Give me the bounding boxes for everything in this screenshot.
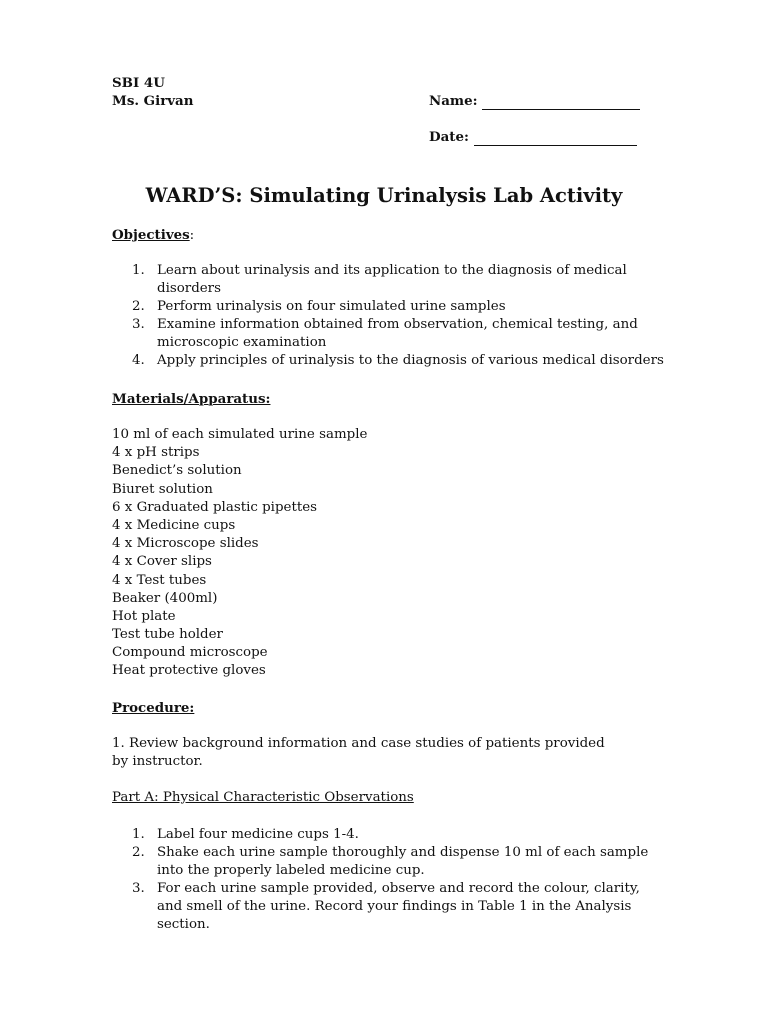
material-item: Heat protective gloves bbox=[112, 663, 266, 679]
materials-list bbox=[112, 426, 367, 681]
date-blank-line[interactable] bbox=[474, 131, 637, 146]
material-item: Beaker (400ml) bbox=[112, 590, 218, 606]
objectives-heading: Objectives bbox=[112, 227, 190, 243]
material-item: 4 x Microscope slides bbox=[112, 536, 259, 552]
material-item: 10 ml of each simulated urine sample bbox=[112, 427, 368, 442]
material-item: Biuret solution bbox=[112, 481, 213, 497]
material-item: 4 x pH strips bbox=[112, 445, 200, 461]
material-item: 4 x Test tubes bbox=[112, 572, 207, 588]
objectives-heading-row bbox=[112, 226, 194, 245]
part-a-item: 1. Label four medicine cups 1-4. bbox=[132, 827, 359, 842]
date-label: Date: bbox=[429, 129, 469, 145]
procedure-step-1: 1. Review background information and case studies of patients provided by instructor. bbox=[112, 736, 605, 769]
name-row bbox=[429, 92, 640, 110]
objective-item: 2. Perform urinalysis on four simulated urine samples bbox=[132, 299, 506, 314]
name-blank-line[interactable] bbox=[482, 95, 640, 110]
material-item: 4 x Medicine cups bbox=[112, 517, 236, 533]
materials-heading: Materials/Apparatus: bbox=[112, 391, 271, 407]
page-title: WARD’S: Simulating Urinalysis Lab Activity bbox=[145, 184, 623, 207]
part-a-item: 3. For each urine sample provided, observe and record the colour, clarity, and smell of the urine. Record your findings in Table 1 in the Analysis section. bbox=[132, 881, 640, 932]
procedure-heading: Procedure: bbox=[112, 700, 195, 716]
material-item: Hot plate bbox=[112, 608, 176, 624]
objective-item: 1. Learn about urinalysis and its application to the diagnosis of medical disorders bbox=[132, 263, 627, 296]
name-label: Name: bbox=[429, 93, 478, 109]
date-row bbox=[429, 128, 637, 146]
objective-item: 3. Examine information obtained from observation, chemical testing, and microscopic examination bbox=[132, 317, 638, 350]
material-item: 4 x Cover slips bbox=[112, 554, 212, 570]
material-item: Test tube holder bbox=[112, 627, 223, 643]
objectives-colon: : bbox=[189, 228, 195, 243]
material-item: Compound microscope bbox=[112, 645, 268, 661]
objective-item: 4. Apply principles of urinalysis to the diagnosis of various medical disorders bbox=[132, 353, 664, 368]
course-code: SBI 4U bbox=[112, 75, 165, 91]
part-a-item: 2. Shake each urine sample thoroughly and dispense 10 ml of each sample into the properly labeled medicine cup. bbox=[132, 845, 649, 878]
objectives-list bbox=[112, 262, 672, 370]
material-item: Benedict’s solution bbox=[112, 463, 242, 479]
part-a-heading: Part A: Physical Characteristic Observations bbox=[112, 790, 414, 805]
teacher-name: Ms. Girvan bbox=[112, 93, 194, 109]
material-item: 6 x Graduated plastic pipettes bbox=[112, 499, 318, 515]
part-a-list bbox=[112, 826, 652, 934]
